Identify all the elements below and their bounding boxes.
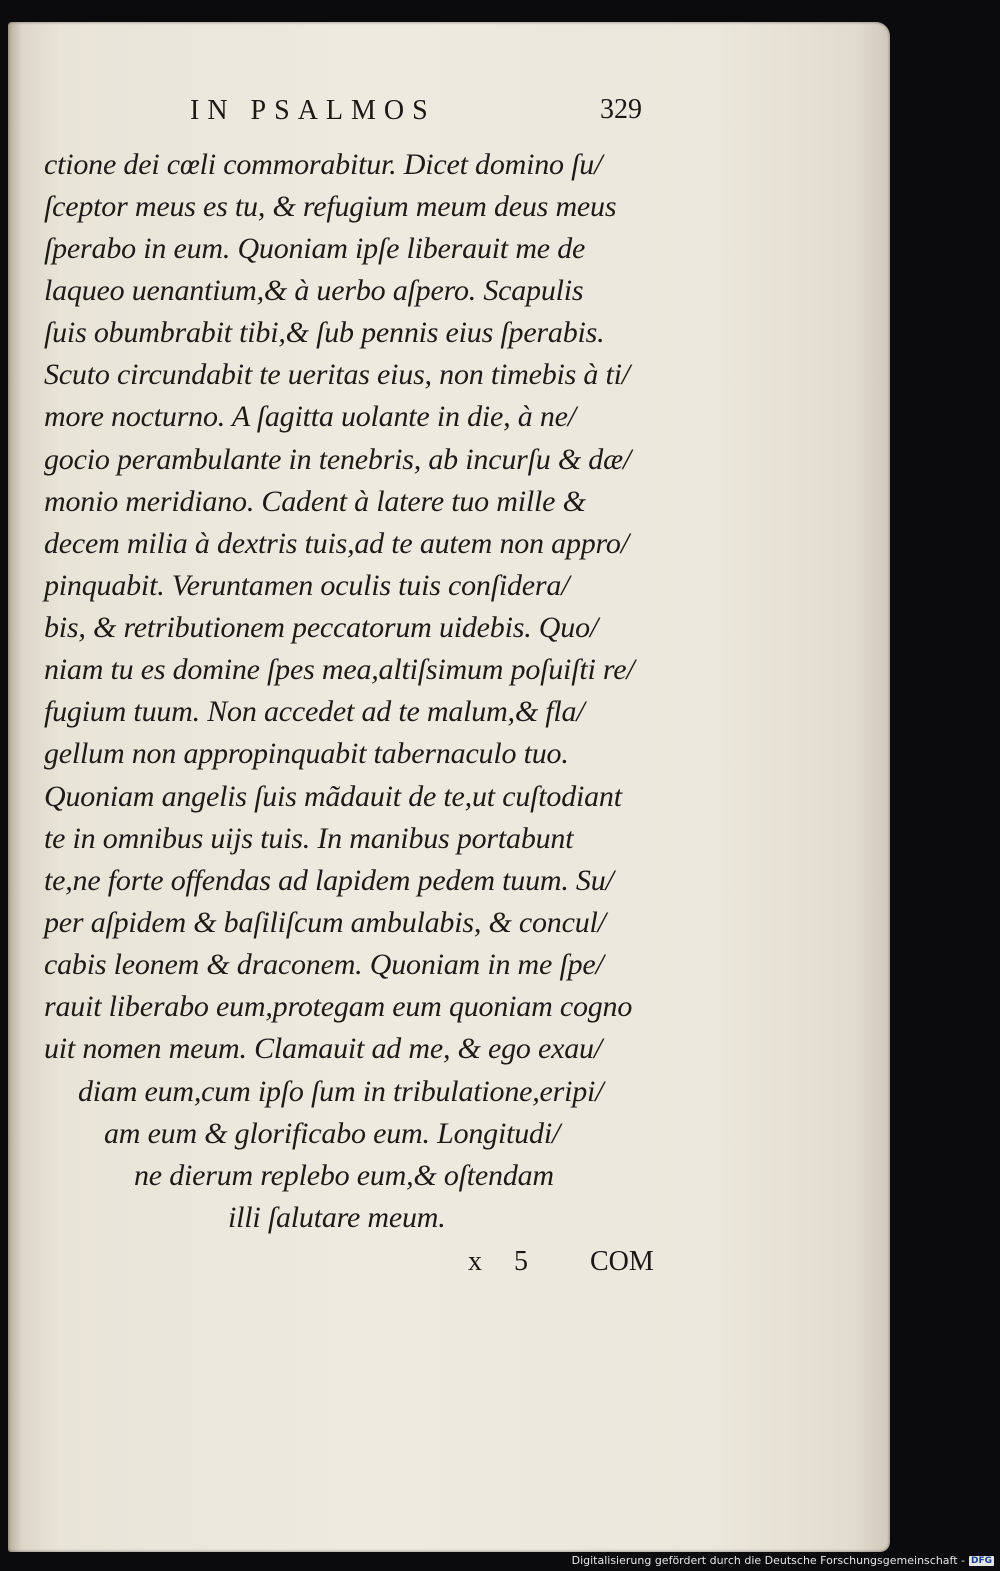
text-line: te in omnibus uijs tuis. In manibus portabunt xyxy=(44,822,574,855)
text-line: laqueo uenantium,& à uerbo aſpero. Scapulis xyxy=(44,274,584,307)
text-line: cabis leonem & draconem. Quoniam in me ſpe/ xyxy=(44,948,604,981)
text-line: rauit liberabo eum,protegam eum quoniam cogno xyxy=(44,990,633,1023)
text-line: ſperabo in eum. Quoniam ipſe liberauit me de xyxy=(44,232,586,265)
text-line: illi ſalutare meum. xyxy=(228,1201,446,1234)
text-line: Quoniam angelis ſuis mãdauit de te,ut cuſtodiant xyxy=(44,780,622,813)
text-line: am eum & glorificabo eum. Longitudi/ xyxy=(104,1117,561,1150)
text-line: Scuto circundabit te ueritas eius, non timebis à ti/ xyxy=(44,358,630,391)
text-line: gocio perambulante in tenebris, ab incurſu & dæ/ xyxy=(44,443,632,476)
text-line: decem milia à dextris tuis,ad te autem non appro/ xyxy=(44,527,629,560)
catchword: COM xyxy=(590,1246,654,1277)
text-line: ctione dei cœli commorabitur. Dicet domino ſu/ xyxy=(44,148,603,181)
text-line: bis, & retributionem peccatorum uidebis. Quo/ xyxy=(44,611,598,644)
credit-text: Digitalisierung gefördert durch die Deutsche Forschungsgemeinschaft - xyxy=(571,1554,965,1567)
text-line: diam eum,cum ipſo ſum in tribulatione,eripi/ xyxy=(78,1075,604,1108)
text-line: ſceptor meus es tu, & refugium meum deus meus xyxy=(44,190,617,223)
text-line: gellum non appropinquabit tabernaculo tuo. xyxy=(44,737,569,770)
text-line: ſuis obumbrabit tibi,& ſub pennis eius ſperabis. xyxy=(44,316,605,349)
text-line: te,ne forte offendas ad lapidem pedem tuum. Su/ xyxy=(44,864,614,897)
page-number: 329 xyxy=(600,94,642,125)
digitization-credit xyxy=(572,1554,994,1567)
dfg-logo: DFG xyxy=(970,1555,992,1566)
text-line: fugium tuum. Non accedet ad te malum,& fla/ xyxy=(44,695,585,728)
text-line: ne dierum replebo eum,& oſtendam xyxy=(134,1159,554,1192)
text-line: monio meridiano. Cadent à latere tuo mille & xyxy=(44,485,586,518)
running-head: IN PSALMOS xyxy=(190,95,436,126)
text-line: niam tu es domine ſpes mea,altiſsimum poſuiſti re/ xyxy=(44,653,635,686)
signature-mark: x 5 xyxy=(468,1246,534,1277)
page-gutter-shadow xyxy=(8,22,22,1552)
text-line: uit nomen meum. Clamauit ad me, & ego exau/ xyxy=(44,1032,602,1065)
text-line: more nocturno. A ſagitta uolante in die, à ne/ xyxy=(44,400,576,433)
text-line: per aſpidem & baſiliſcum ambulabis, & concul/ xyxy=(44,906,606,939)
text-line: pinquabit. Veruntamen oculis tuis conſidera/ xyxy=(44,569,570,602)
